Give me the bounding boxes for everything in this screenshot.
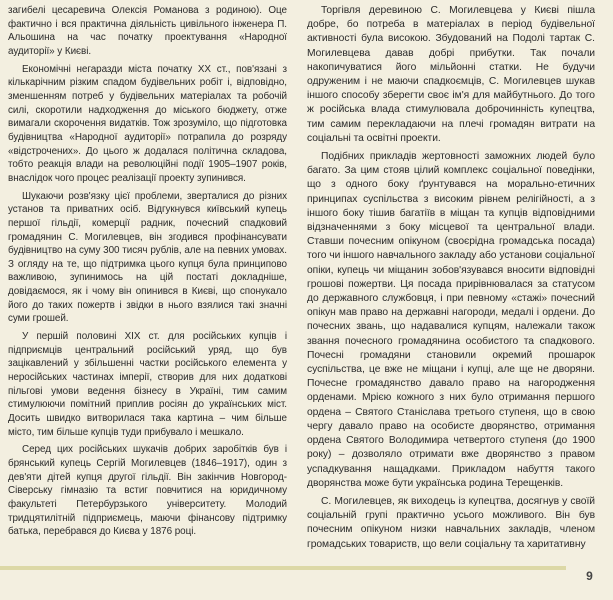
paragraph-4: У першій половині XIX ст. для російських купців і підприємців центральний російський уряд, що був зацікавлений у збільшенні частки російського елемента у неросійських частинах імперії, створив для них додаткові пільгові умови ведення бізнесу в Україні, тим самим стимулюючи помітний приплив росіян до українських міст. Досить швидко витворилася така картина – чим більше місто, тим більше купців туди прибувало і мешкало. (8, 331, 287, 438)
page-number-box (566, 562, 613, 590)
paragraph-7: Подібних прикладів жертовності заможних людей було багато. За цим стояв цілий комплекс соціальної поведінки, що з одного боку ґрунтувався на морально-етичних принципах суспільства з високим рівнем релігійності, а з іншого боку тішив багатіїв в міщан та купців відповідними відзначеннями з боку місцевої та центральної влади. Ставши почесним опікуном (своєрідна громадська посада) того чи іншого навчального закладу або установи соціальної опіки, купець чи міщанин зобов'язувався вносити відповідні грошові пожертви. Ця посада прирівнювалася за статусом до державного службовця, і при певному «стажі» почесний опікун мав право на державні нагороди, медалі і ордени. До почесних звань, що надавалися купцям, належали також звання почесного громадянина особистого та спадкового. Почесні громадяни становили окремий прошарок суспільства, це вже не міщани і купці, але ще не дворяни. Почесне громадянство давало право на нагородження орденами. Мрією кожного з них було отримання першого ордена – Святого Станіслава третього ступеня, що в свою чергу давало право на особисте дворянство, отримання ордена Святого Володимира четвертого ступеня (до 1900 року) – дозволяло отримати вже дворянство з правом успадкування нащадками. Прикладом набуття такого дворянства може бути українська родина Терещенків. (307, 151, 595, 489)
paragraph-2: Економічні негаразди міста початку XX ст., пов'язані з кількарічним різким спадом будівельних робіт і, відповідно, зменшенням потреб у будівельних матеріалах та робочій силі, скоротили надходження до міського бюджету, отже вимагали скорочення видатків. Тож зрозуміло, що підготовка будівництва «Народної аудиторії» потрапила до розряду «відстрочених». До цього ж додалася політична складова, тобто реакція влади на революційні події 1905–1907 років, внаслідок чого процес реалізації проекту зупинився. (8, 63, 287, 184)
paragraph-3: Шукаючи розв'язку цієї проблеми, зверталися до різних установ та приватних осіб. Відгукнувся київський купець першої гільдії, комерції радник, почесний спадковий громадянин С. Могилевцев, він згодився профінансувати будівництво на суму 300 тисяч рублів, але на певних умовах. З огляду на те, що підтримка цього купця була принципово важливою, зупинимось на цій постаті докладніше, довідаємося, як і чому він опинився в Києві, що спонукало його до таких пожертв і звідки в нього взялися такі значні суми грошей. (8, 190, 287, 325)
paragraph-8: С. Могилевцев, як виходець із купецтва, досягнув у своїй соціальній групі практично усього можливого. Він був почесним опікуном низки навчальних закладів, членом громадських товариств, що вели соціальну та харитативну (307, 495, 595, 550)
paragraph-5: Серед цих російських шукачів добрих заробітків був і брянський купець Сергій Могилевцев (1846–1917), один з дев'яти дітей купця другої гільдії. Він закінчив Новгород-Сіверську гімназію та встиг повчитися на юридичному факультеті Петербурзького університету. Молодий тридцятилітній підприємець, маючи фінансову підтримку батька, перебрався до Києва у 1876 році. (8, 444, 287, 538)
right-column (307, 4, 595, 556)
page-number: 9 (586, 569, 593, 583)
paragraph-6: Торгівля деревиною С. Могилевцева у Києві пішла добре, бо потреба в матеріалах в період будівельної активності була високою. Збудований на Подолі тартак С. Могилевцева давав добрі прибутки. Так почали накопичуватися його мільйонні статки. Не будучи одруженим і не маючи спадкоємців, С. Могилевцев шукав іншого способу зберегти своє ім'я для майбутнього. До того ж російська влада стимулювала доброчинність купецтва, тим самим перекладаючи на плечі громадян витрати на соціальні та освітні проекти. (307, 5, 595, 144)
paragraph-1: загибелі цесаревича Олексія Романова з родиною). Оце фактично і вся практична діяльність цивільного інженера П. Альошина на час початку проектування «Народної аудиторії» у Києві. (8, 5, 287, 57)
footer-bar (0, 566, 566, 570)
left-column (8, 4, 287, 543)
